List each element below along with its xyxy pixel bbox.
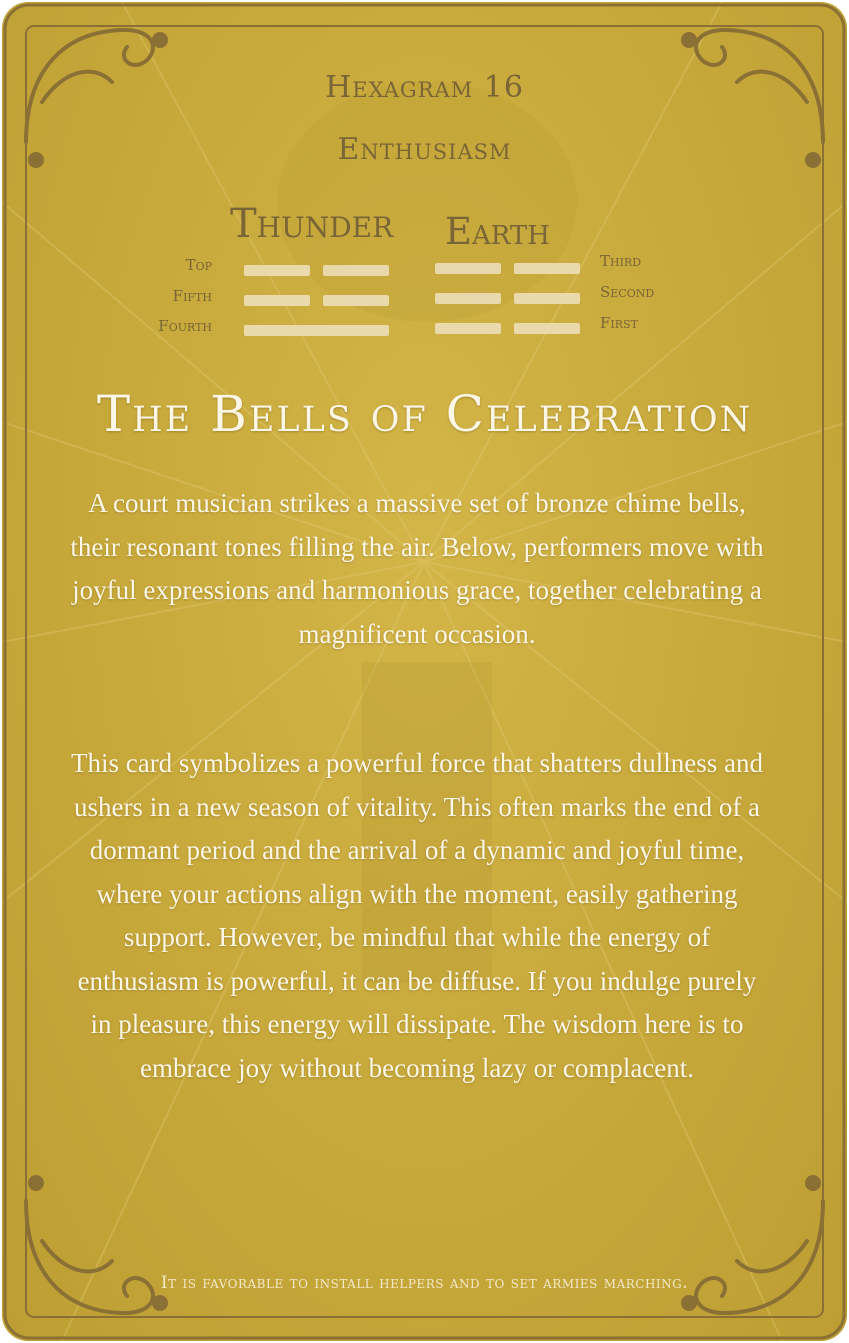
card-title: The Bells of Celebration xyxy=(96,385,753,443)
line-label-third: Third xyxy=(600,252,642,270)
lower-line-second-left xyxy=(435,293,501,304)
line-label-top: Top xyxy=(185,256,212,274)
upper-line-fifth-left xyxy=(244,295,310,306)
hexagram-card xyxy=(2,2,847,1341)
lower-trigram-name: Earth xyxy=(445,210,550,253)
lower-line-third-right xyxy=(514,263,580,274)
upper-line-top-left xyxy=(244,265,310,276)
upper-line-top-right xyxy=(323,265,389,276)
hexagram-number: Hexagram 16 xyxy=(325,70,524,105)
lower-line-second-right xyxy=(514,293,580,304)
upper-line-fourth-solid xyxy=(244,325,389,336)
line-label-second: Second xyxy=(600,283,655,301)
judgment-text: It is favorable to install helpers and to set armies marching. xyxy=(160,1273,689,1293)
upper-trigram-name: Thunder xyxy=(230,201,394,247)
line-label-first: First xyxy=(600,314,638,332)
line-label-fifth: Fifth xyxy=(172,287,212,305)
lower-line-third-left xyxy=(435,263,501,274)
card-description: A court musician strikes a massive set of bronze chime bells, their resonant tones filling the air. Below, performers move with joyful expressions and harmonious grace, together celebrating a magnificent occasion. xyxy=(70,488,764,649)
card-meaning: This card symbolizes a powerful force that shatters dullness and ushers in a new season of vitality. This often marks the end of a dormant period and the arrival of a dynamic and joyful time, where your actions align with the moment, easily gathering support. However, be mindful that while the energy of enthusiasm is powerful, it can be diffuse. If you indulge purely in pleasure, this energy will dissipate. The wisdom here is to embrace joy without becoming lazy or complacent. xyxy=(70,748,764,1083)
ornamental-frame xyxy=(2,2,847,1341)
lower-line-first-left xyxy=(435,323,501,334)
hexagram-name: Enthusiasm xyxy=(337,132,512,167)
line-label-fourth: Fourth xyxy=(158,317,212,335)
lower-line-first-right xyxy=(514,323,580,334)
upper-line-fifth-right xyxy=(323,295,389,306)
